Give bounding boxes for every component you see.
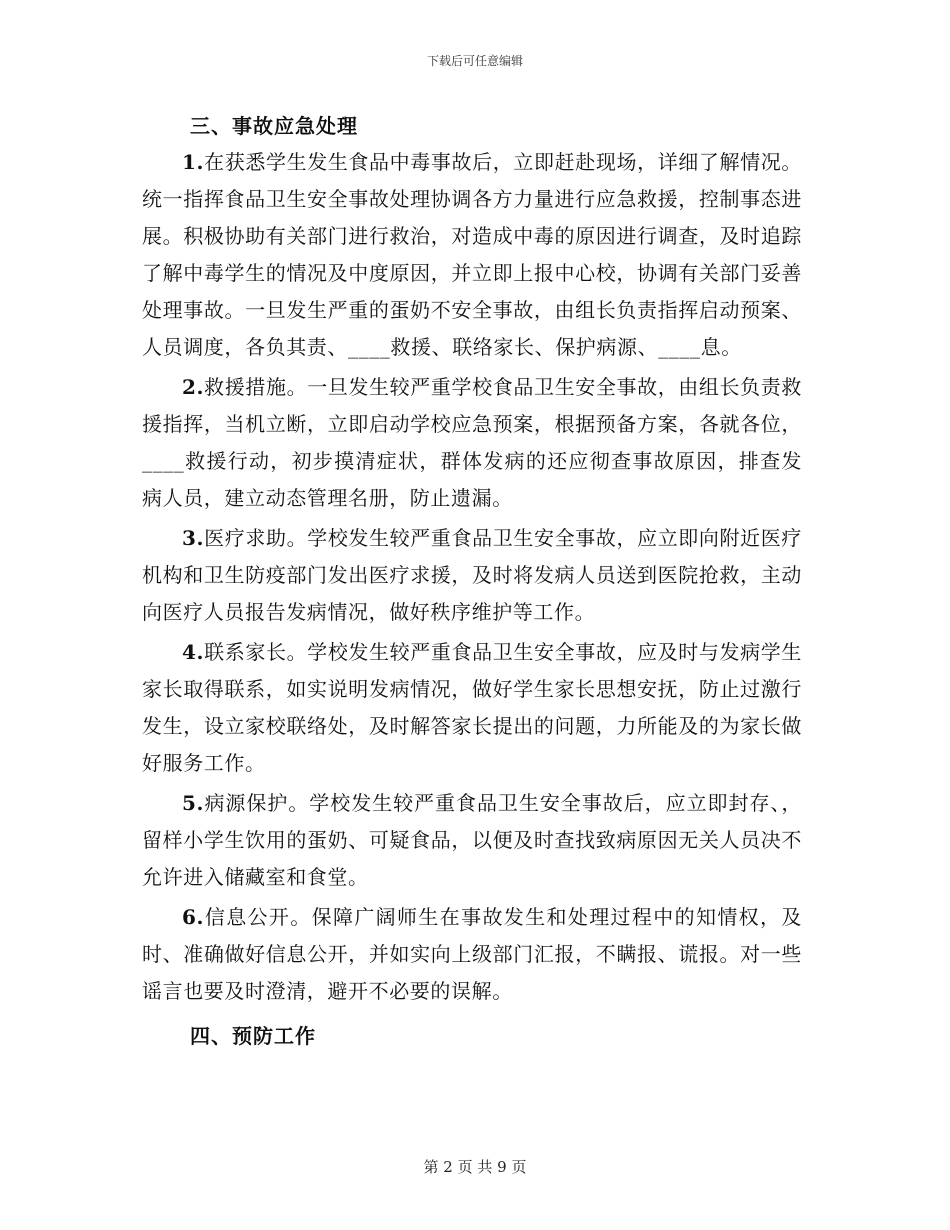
paragraph-number: 5. — [182, 791, 205, 815]
paragraph-4 — [142, 634, 802, 782]
paragraph-text: 联系家长。学校发生较严重食品卫生安全事故，应及时与发病学生家长取得联系，如实说明发病情况，做好学生家长思想安抚，防止过激行发生，设立家校联络处，及时解答家长提出的问题，力所能及的为家长做好服务工作。 — [142, 640, 802, 775]
paragraph-number: 2. — [182, 375, 205, 399]
paragraph-number: 4. — [182, 640, 205, 664]
paragraph-number: 6. — [182, 905, 205, 929]
paragraph-number: 1. — [182, 150, 205, 174]
document-body — [142, 108, 802, 1054]
paragraph-5 — [142, 785, 802, 896]
paragraph-text: 医疗求助。学校发生较严重食品卫生安全事故，应立即向附近医疗机构和卫生防疫部门发出医疗求援，及时将发病人员送到医院抢救，主动向医疗人员报告发病情况，做好秩序维护等工作。 — [142, 526, 802, 624]
paragraph-2 — [142, 369, 802, 517]
paragraph-text: 信息公开。保障广阔师生在事故发生和处理过程中的知情权，及时、准确做好信息公开，并如实向上级部门汇报，不瞒报、谎报。对一些谣言也要及时澄清，避开不必要的误解。 — [142, 905, 802, 1003]
page-footer: 第 2 页 共 9 页 — [423, 1158, 527, 1176]
paragraph-1 — [142, 144, 802, 366]
paragraph-3 — [142, 520, 802, 631]
section-heading-3: 三、事故应急处理 — [190, 114, 358, 138]
paragraph-number: 3. — [182, 526, 205, 550]
paragraph-6 — [142, 899, 802, 1010]
page-header: 下载后可任意编辑 — [426, 54, 523, 68]
section-heading-4: 四、预防工作 — [190, 1024, 316, 1048]
paragraph-text: 在获悉学生发生食品中毒事故后，立即赶赴现场，详细了解情况。统一指挥食品卫生安全事故处理协调各方力量进行应急救援，控制事态进展。积极协助有关部门进行救治，对造成中毒的原因进行调查，及时追踪了解中毒学生的情况及中度原因，并立即上报中心校，协调有关部门妥善处理事故。一旦发生严重的蛋奶不安全事故，由组长负责指挥启动预案、人员调度，各负其责、____救援、联络家长、保护病源、____息。 — [142, 150, 802, 359]
paragraph-text: 救援措施。一旦发生较严重学校食品卫生安全事故，由组长负责救援指挥，当机立断，立即启动学校应急预案，根据预备方案，各就各位，____救援行动，初步摸清症状，群体发病的还应彻查事故原因，排查发病人员，建立动态管理名册，防止遗漏。 — [142, 375, 802, 510]
paragraph-text: 病源保护。学校发生较严重食品卫生安全事故后，应立即封存、，留样小学生饮用的蛋奶、可疑食品，以便及时查找致病原因无关人员决不允许进入储藏室和食堂。 — [142, 791, 802, 889]
